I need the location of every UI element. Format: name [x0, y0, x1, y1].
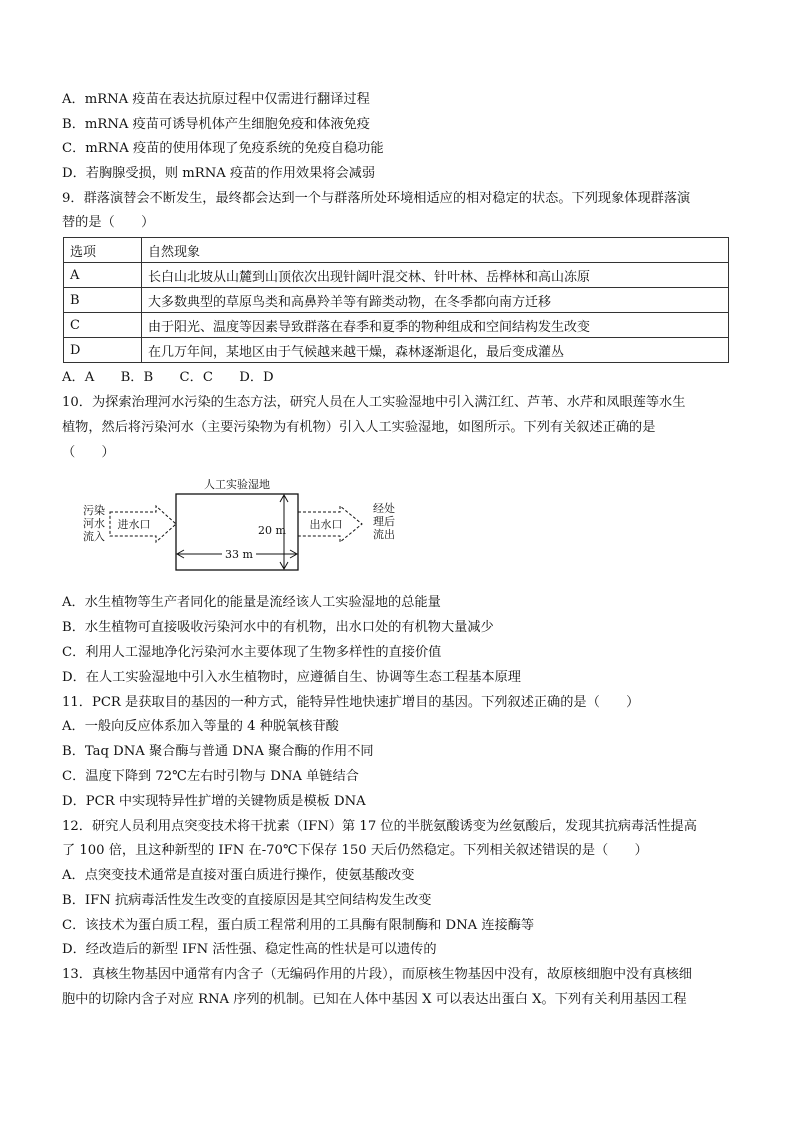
- q10-stem-line-1: 10．为探索治理河水污染的生态方法，研究人员在人工实验湿地中引入满江红、芦苇、水芹和凤眼莲等水生: [62, 395, 686, 410]
- outlet-label: 出水口: [309, 518, 343, 531]
- inlet-label: 进水口: [117, 518, 151, 531]
- q10-stem-line-3: （ ）: [62, 445, 115, 460]
- q11-option-b: B．Taq DNA 聚合酶与普通 DNA 聚合酶的作用不同: [62, 744, 374, 759]
- wetland-title: 人工实验湿地: [204, 478, 270, 491]
- table-row: [64, 288, 729, 313]
- table-cell-option: A: [64, 263, 142, 288]
- q12-option-a: A．点突变技术通常是直接对蛋白质进行操作，使氨基酸改变: [62, 868, 415, 883]
- q10-option-b: B．水生植物可直接吸收污染河水中的有机物，出水口处的有机物大量减少: [62, 620, 494, 635]
- table-header-cell: 自然现象: [142, 238, 729, 263]
- q9-stem-line-1: 9．群落演替会不断发生，最终都会达到一个与群落所处环境相适应的相对稳定的状态。下列现象体现群落演: [62, 191, 691, 206]
- table-row: [64, 338, 729, 363]
- table-header-cell: 选项: [64, 238, 142, 263]
- q9-options-table: [63, 237, 729, 363]
- left-label-line-2: 河水: [83, 517, 105, 530]
- q13-stem-line-2: 胞中的切除内含子对应 RNA 序列的机制。已知在人体中基因 X 可以表达出蛋白 X。下列有关利用基因工程: [62, 992, 687, 1007]
- q12-option-c: C．该技术为蛋白质工程，蛋白质工程常利用的工具酶有限制酶和 DNA 连接酶等: [62, 918, 535, 933]
- right-label-line-1: 经处: [373, 502, 395, 515]
- q13-stem-line-1: 13．真核生物基因中通常有内含子（无编码作用的片段），而原核生物基因中没有，故原核细胞中没有真核细: [62, 967, 692, 982]
- q8-option-b: B．mRNA 疫苗可诱导机体产生细胞免疫和体液免疫: [62, 117, 370, 132]
- table-cell-phenomenon: 在几万年间，某地区由于气候越来越干燥，森林逐渐退化，最后变成灌丛: [142, 338, 729, 363]
- table-cell-phenomenon: 长白山北坡从山麓到山顶依次出现针阔叶混交林、针叶林、岳桦林和高山冻原: [142, 263, 729, 288]
- q10-option-a: A．水生植物等生产者同化的能量是流经该人工实验湿地的总能量: [62, 595, 441, 610]
- table-cell-phenomenon: 由于阳光、温度等因素导致群落在春季和夏季的物种组成和空间结构发生改变: [142, 313, 729, 338]
- table-row: [64, 263, 729, 288]
- q12-option-d: D．经改造后的新型 IFN 活性强、稳定性高的性状是可以遗传的: [62, 942, 437, 957]
- q11-option-c: C．温度下降到 72℃左右时引物与 DNA 单链结合: [62, 769, 359, 784]
- q12-stem-line-1: 12．研究人员利用点突变技术将干扰素（IFN）第 17 位的半胱氨酸诱变为丝氨酸后，发现其抗病毒活性提高: [62, 819, 697, 834]
- table-header-row: [64, 238, 729, 263]
- right-label-line-2: 理后: [373, 515, 395, 528]
- q11-option-d: D．PCR 中实现特异性扩增的关键物质是模板 DNA: [62, 794, 366, 809]
- q8-option-a: A．mRNA 疫苗在表达抗原过程中仅需进行翻译过程: [62, 92, 370, 107]
- left-label-line-1: 污染: [83, 504, 105, 517]
- q10-stem-line-2: 植物，然后将污染河水（主要污染物为有机物）引入人工实验湿地，如图所示。下列有关叙述正确的是: [62, 420, 656, 435]
- q8-option-c: C．mRNA 疫苗的使用体现了免疫系统的免疫自稳功能: [62, 141, 384, 156]
- q8-option-d: D．若胸腺受损，则 mRNA 疫苗的作用效果将会减弱: [62, 166, 376, 181]
- table-cell-option: C: [64, 313, 142, 338]
- q12-option-b: B．IFN 抗病毒活性发生改变的直接原因是其空间结构发生改变: [62, 893, 432, 908]
- wetland-diagram: [72, 474, 432, 580]
- table-row: [64, 313, 729, 338]
- right-label-line-3: 流出: [373, 528, 395, 541]
- q11-option-a: A．一般向反应体系加入等量的 4 种脱氧核苷酸: [62, 719, 339, 734]
- height-label: 20 m: [258, 524, 286, 537]
- table-cell-option: B: [64, 288, 142, 313]
- width-label: 33 m: [225, 548, 253, 561]
- q10-option-c: C．利用人工湿地净化污染河水主要体现了生物多样性的直接价值: [62, 645, 442, 660]
- q9-stem-line-2: 替的是（ ）: [62, 215, 155, 230]
- q9-answer-choices: A．A B．B C．C D．D: [62, 370, 274, 385]
- q11-stem: 11．PCR 是获取目的基因的一种方式，能特异性地快速扩增目的基因。下列叙述正确的是（ ）: [62, 695, 640, 710]
- left-label-line-3: 流入: [83, 530, 105, 543]
- q12-stem-line-2: 了 100 倍，且这种新型的 IFN 在-70℃下保存 150 天后仍然稳定。下列相关叙述错误的是（ ）: [62, 843, 648, 858]
- table-cell-option: D: [64, 338, 142, 363]
- table-cell-phenomenon: 大多数典型的草原鸟类和高鼻羚羊等有蹄类动物，在冬季都向南方迁移: [142, 288, 729, 313]
- q10-option-d: D．在人工实验湿地中引入水生植物时，应遵循自生、协调等生态工程基本原理: [62, 670, 521, 685]
